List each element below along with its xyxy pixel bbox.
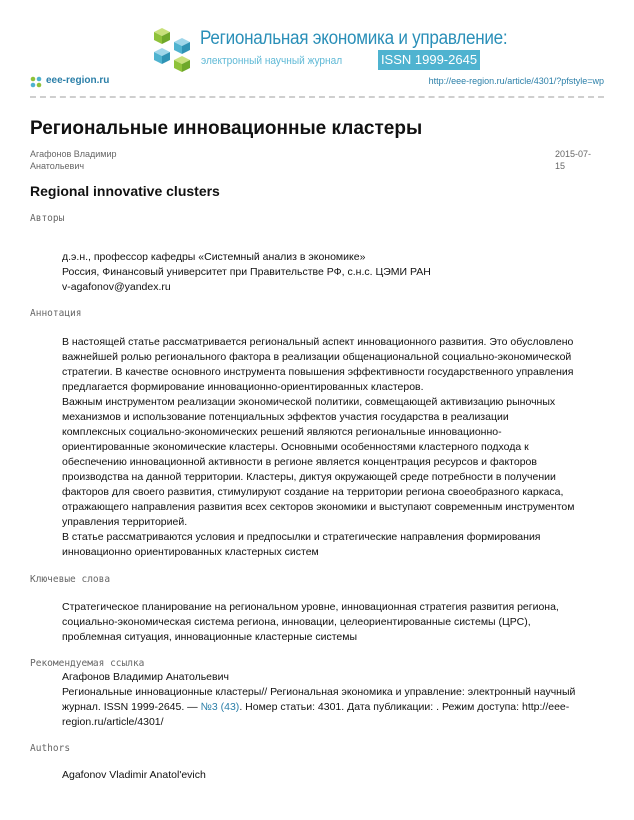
citation-author: Агафонов Владимир Анатольевич	[62, 671, 229, 683]
abstract-line: ориентированные экономические кластеры. Основными особенностями кластерного подхода к	[62, 441, 529, 453]
authors-en-label: Authors	[30, 743, 71, 754]
abstract-line: В настоящей статье рассматривается региональный аспект инновационного развития. Это обусловлено	[62, 336, 574, 348]
issue-link[interactable]: №3 (43)	[200, 701, 240, 713]
authors-block	[62, 250, 608, 295]
journal-subtitle: электронный научный журнал	[201, 55, 343, 67]
abstract-line: производства на данной территории. Кластеры, диктуя окружающей среде потребности в получении	[62, 471, 556, 483]
citation-text: . Номер статьи: 4301. Дата публикации: . Режим доступа: http://eee-	[239, 701, 570, 713]
abstract-line: механизмов и использование потенциальных эффектов участия государства в реализации	[62, 411, 509, 423]
abstract-line: важнейшей ролью регионального фактора в реализации общенациональной социально-экономической	[62, 351, 572, 363]
keywords-line: проблемная ситуация, инновационные кластерные системы	[62, 631, 358, 643]
abstract-line: предлагается формирование инновационно-ориентированных кластеров.	[62, 381, 424, 393]
citation-line: Региональные инновационные кластеры// Региональная экономика и управление: электронный научный	[62, 686, 576, 698]
article-date-line: 15	[555, 161, 566, 171]
author-affiliation-line: Россия, Финансовый университет при Правительстве РФ, с.н.с. ЦЭМИ РАН	[62, 266, 431, 278]
keywords-label: Ключевые слова	[30, 574, 111, 585]
keywords-line: Стратегическое планирование на региональном уровне, инновационная стратегия развития региона,	[62, 601, 559, 613]
keywords-line: социально-экономическая система региона, инновации, целеориентированные системы (ЦРС),	[62, 616, 531, 628]
site-name-link[interactable]: eee-region.ru	[46, 75, 110, 86]
article-date	[555, 148, 605, 172]
journal-banner	[150, 26, 508, 74]
citation-line: region.ru/article/4301/	[62, 716, 164, 728]
journal-issn-badge: ISSN 1999-2645	[378, 50, 480, 70]
abstract-line: комплексных социально-экономических решений являются региональные инновационно-	[62, 426, 502, 438]
journal-title: Региональная экономика и управление:	[200, 28, 508, 49]
abstract-line: отражающего направления развития всех секторов экономики и выступают современным инструментом	[62, 501, 575, 513]
authors-en-block	[62, 768, 608, 783]
journal-logo-cubes-icon	[150, 28, 194, 72]
abstract-line: факторов для своего развития, стимулируют создание на территории региона своеобразного каркаса,	[62, 486, 564, 498]
author-email: v-agafonov@yandex.ru	[62, 281, 171, 293]
abstract-line: стратегии. В качестве основного инструмента повышения эффективности государственного управления	[62, 366, 574, 378]
abstract-line: В статье рассматриваются условия и предпосылки и стратегические направления формирования	[62, 531, 541, 543]
header-divider	[30, 96, 604, 98]
article-title-en: Regional innovative clusters	[30, 183, 220, 199]
authors-label: Авторы	[30, 213, 65, 224]
citation-text: журнал. ISSN 1999-2645. —	[62, 701, 201, 713]
author-en-name: Agafonov Vladimir Anatol'evich	[62, 769, 206, 781]
article-author	[30, 148, 180, 172]
abstract-line: Важным инструментом реализации экономической политики, совмещающей активизацию рыночных	[62, 396, 556, 408]
abstract-label: Аннотация	[30, 308, 82, 319]
article-date-line: 2015-07-	[555, 149, 592, 159]
article-title-ru: Региональные инновационные кластеры	[30, 118, 423, 139]
abstract-block	[62, 335, 608, 560]
citation-line	[62, 700, 608, 715]
citation-block	[62, 670, 608, 730]
author-affiliation-line: д.э.н., профессор кафедры «Системный анализ в экономике»	[62, 251, 366, 263]
site-topbar	[30, 75, 604, 89]
abstract-line: управления территорией.	[62, 516, 188, 528]
article-author-line: Агафонов Владимир	[30, 149, 117, 159]
citation-label: Рекомендуемая ссылка	[30, 658, 145, 669]
keywords-block	[62, 600, 608, 645]
site-logo-icon	[30, 76, 42, 88]
article-url-link[interactable]: http://eee-region.ru/article/4301/?pfstyle=wp	[428, 76, 604, 86]
article-author-line: Анатольевич	[30, 161, 85, 171]
abstract-line: обеспечению инновационной активности в регионе является концентрация ресурсов и факторов	[62, 456, 537, 468]
abstract-line: инновационно ориентированных кластерных систем	[62, 546, 319, 558]
